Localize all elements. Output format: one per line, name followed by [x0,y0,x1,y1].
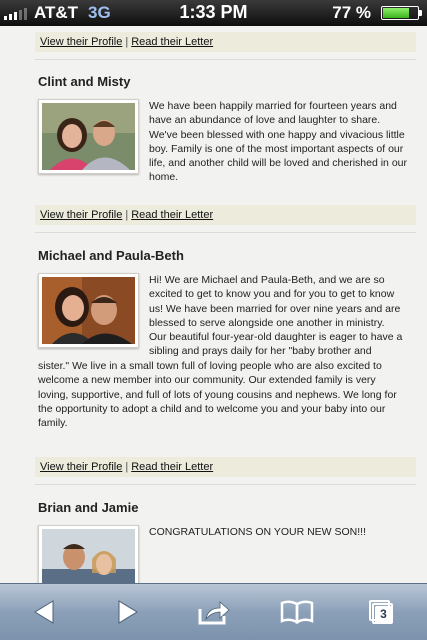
divider [35,59,416,60]
bookmarks-icon [280,600,314,624]
family-letter-excerpt: We have been happily married for fourteen years and have an abundance of love and laughter to share. We've been blessed with one happy and vivacious little boy. Family is one of the most important aspects of our life, and another child will be loved and cherished in our home. [149,100,407,184]
read-letter-link[interactable]: Read their Letter [131,36,214,48]
divider [35,232,416,233]
link-separator: | [125,209,129,221]
read-letter-link[interactable]: Read their Letter [131,209,214,221]
battery-icon [381,6,419,20]
read-letter-link[interactable]: Read their Letter [131,461,214,473]
back-button[interactable] [22,594,66,630]
clock: 1:33 PM [179,2,248,22]
network-type-label: 3G [88,3,111,22]
tabs-icon [367,597,397,627]
back-arrow-icon [33,600,55,624]
status-bar [0,0,427,26]
family-photo[interactable] [38,525,139,583]
family-name-heading[interactable]: Clint and Misty [38,74,131,89]
family-letter-continued: sister." We live in a small town full of loving people who are also excited to welcome a new member into our community. Our extended family is very loving, supportive, and full of lots of young cousins and nephews. We long for the opportunity to adopt a child and to welcome you and your baby into our family. [38,360,397,430]
profile-links-bar [35,32,416,52]
browser-toolbar [0,583,427,640]
page-content[interactable] [0,26,427,583]
family-letter-excerpt: CONGRATULATIONS ON YOUR NEW SON!!! [149,526,367,538]
profile-links-bar [35,457,416,477]
bookmarks-button[interactable] [275,594,319,630]
view-profile-link[interactable]: View their Profile [40,209,123,221]
family-name-heading[interactable]: Michael and Paula-Beth [38,248,184,263]
divider [35,484,416,485]
link-separator: | [125,36,129,48]
share-icon [197,599,231,625]
profile-links-bar [35,205,416,225]
view-profile-link[interactable]: View their Profile [40,461,123,473]
family-name-heading[interactable]: Brian and Jamie [38,500,139,515]
family-photo[interactable] [38,99,139,174]
family-photo[interactable] [38,273,139,348]
share-button[interactable] [192,594,236,630]
family-letter-excerpt: Hi! We are Michael and Paula-Beth, and we are so excited to get to know you and for you to get to know us! We have been married for over nine years and are blessed to serve alongside one another in ministry. Our beautiful four-year-old daughter is eager to have a sibling and prays daily for her "baby brother and [149,274,403,358]
tabs-count: 3 [375,606,392,623]
battery-percentage: 77 % [332,3,371,22]
forward-arrow-icon [117,600,139,624]
view-profile-link[interactable]: View their Profile [40,36,123,48]
link-separator: | [125,461,129,473]
tabs-button[interactable] [360,594,404,630]
forward-button[interactable] [106,594,150,630]
carrier-label: AT&T [34,3,79,22]
